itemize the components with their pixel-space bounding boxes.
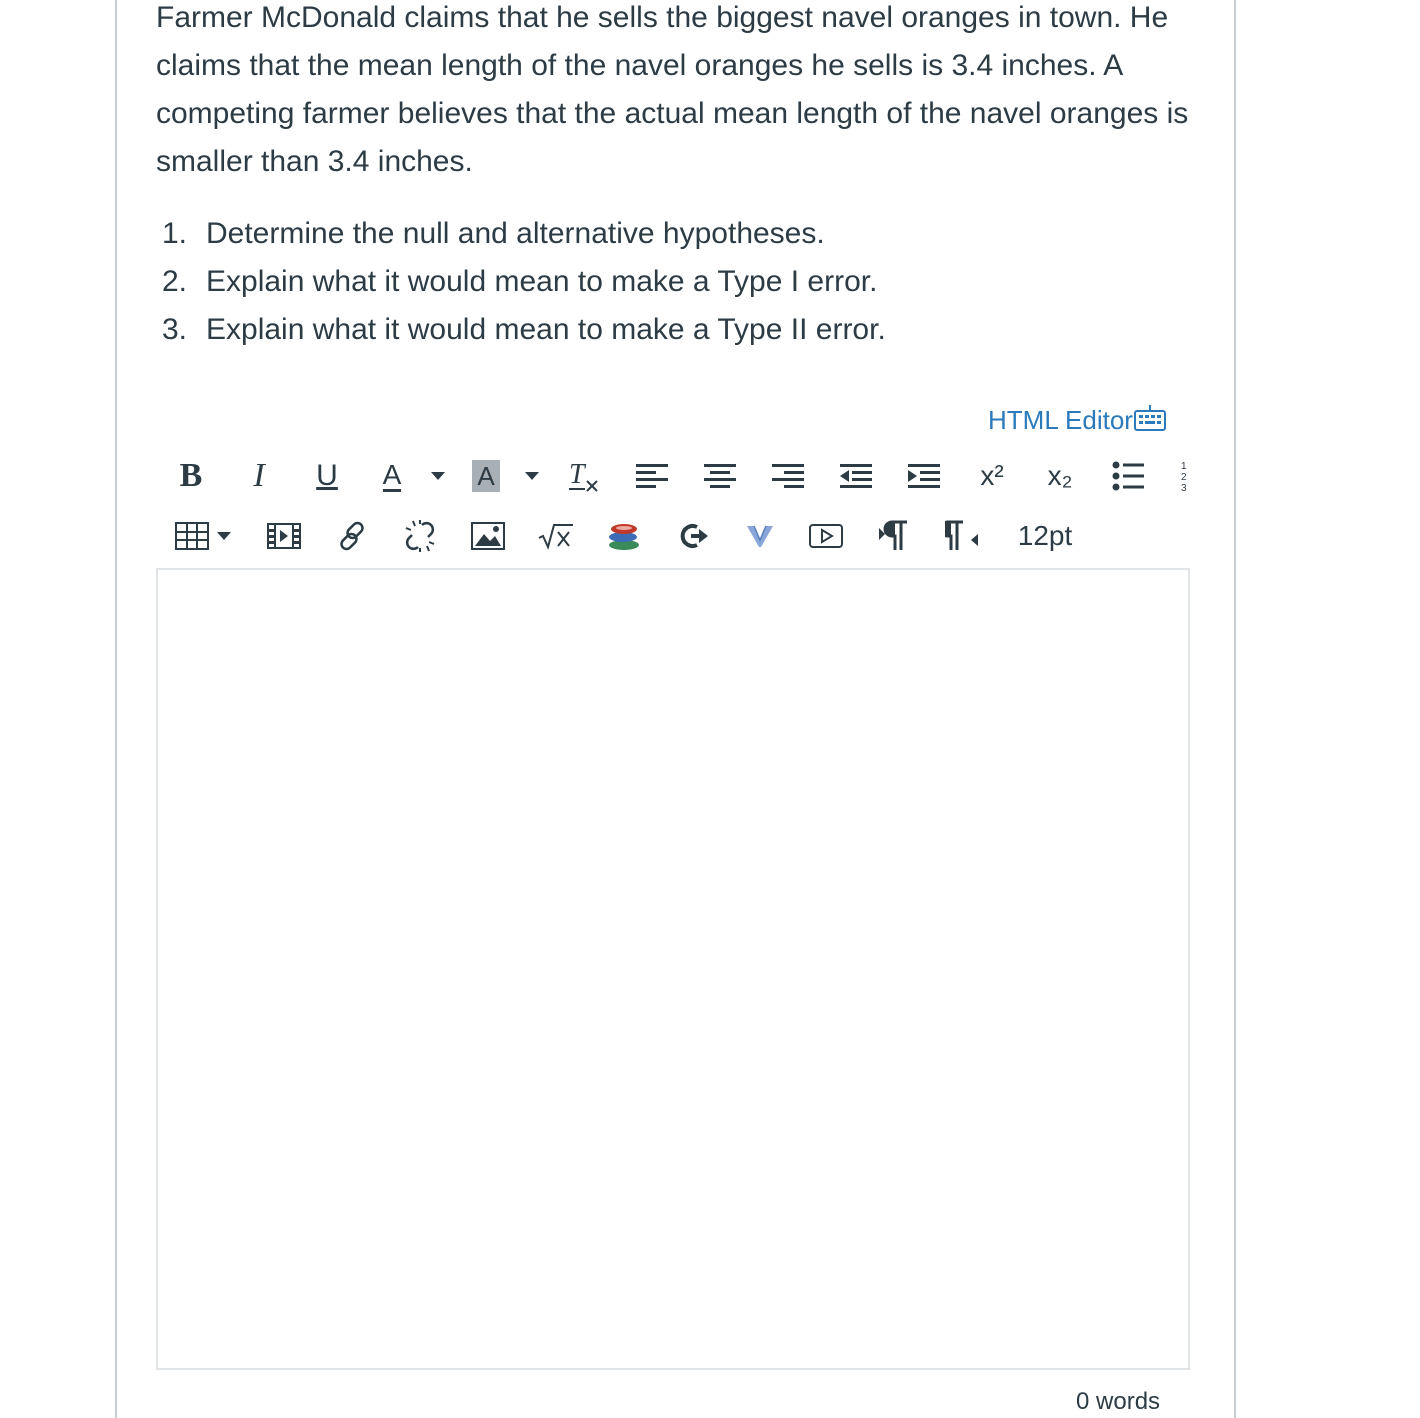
media-button[interactable] <box>266 512 302 560</box>
bullet-list-button[interactable] <box>1110 452 1146 500</box>
indent-icon <box>908 462 940 490</box>
books-icon <box>607 520 641 552</box>
keyboard-icon <box>1133 402 1167 439</box>
unlink-icon <box>403 519 437 553</box>
italic-button[interactable] <box>244 452 274 500</box>
clear-formatting-button[interactable] <box>566 452 602 500</box>
superscript-label: x² <box>980 460 1004 491</box>
books-tool-button[interactable] <box>606 512 642 560</box>
image-button[interactable] <box>470 512 506 560</box>
arrow-right-icon <box>675 521 709 551</box>
underline-button[interactable] <box>312 452 342 500</box>
image-icon <box>471 522 505 550</box>
equation-button[interactable] <box>536 512 576 560</box>
font-size-select[interactable] <box>1012 512 1078 560</box>
superscript-button[interactable] <box>974 452 1010 500</box>
v-logo-icon <box>745 523 775 549</box>
svg-text:1: 1 <box>1181 461 1187 472</box>
list-number: 2. <box>162 265 188 298</box>
remove-link-button[interactable] <box>402 512 438 560</box>
question-list <box>162 210 1202 354</box>
align-left-button[interactable] <box>634 452 670 500</box>
rtl-direction-button[interactable] <box>944 512 980 560</box>
bold-label: B <box>179 457 203 494</box>
table-button[interactable] <box>174 512 210 560</box>
outdent-button[interactable] <box>838 452 874 500</box>
bold-button[interactable] <box>176 452 206 500</box>
question-paragraph: Farmer McDonald claims that he sells the biggest navel oranges in town. He claims that the mean length of the navel oranges he sells is 3.4 inches. A competing farmer believes that the actual mean length of the navel oranges is smaller than 3.4 inches. <box>156 1 1189 178</box>
link-icon <box>335 519 369 553</box>
table-dropdown[interactable] <box>214 512 234 560</box>
align-right-button[interactable] <box>770 452 806 500</box>
rich-text-editor-area[interactable] <box>156 568 1190 1370</box>
video-embed-button[interactable] <box>808 512 844 560</box>
play-icon <box>809 523 843 549</box>
chevron-down-icon <box>525 472 539 480</box>
list-text: Determine the null and alternative hypotheses. <box>206 217 825 250</box>
insert-link-button[interactable] <box>334 512 370 560</box>
redirect-tool-button[interactable] <box>674 512 710 560</box>
italic-label: I <box>253 457 265 494</box>
clear-formatting-icon <box>567 459 601 493</box>
align-center-button[interactable] <box>702 452 738 500</box>
bullet-list-icon <box>1112 461 1144 491</box>
align-center-icon <box>704 462 736 490</box>
list-text: Explain what it would mean to make a Type II error. <box>206 313 886 346</box>
pilcrow-ltr-icon <box>877 520 911 552</box>
table-icon <box>175 522 209 550</box>
text-color-button[interactable] <box>374 452 410 500</box>
list-text: Explain what it would mean to make a Type I error. <box>206 265 878 298</box>
align-left-icon <box>636 462 668 490</box>
font-size-value: 12pt <box>1017 520 1073 551</box>
svg-text:T: T <box>569 459 585 490</box>
text-color-label: A <box>382 458 402 490</box>
film-icon <box>267 523 301 549</box>
list-number: 1. <box>162 217 188 250</box>
square-root-icon <box>537 522 575 550</box>
html-editor-link[interactable] <box>988 402 1167 439</box>
background-color-label: A <box>472 460 499 492</box>
html-editor-label: HTML Editor <box>988 405 1133 435</box>
chevron-down-icon <box>431 472 445 480</box>
ltr-direction-button[interactable] <box>876 512 912 560</box>
list-number: 3. <box>162 313 188 346</box>
subscript-button[interactable] <box>1042 452 1078 500</box>
pilcrow-rtl-icon <box>945 520 979 552</box>
svg-text:2: 2 <box>1181 472 1187 483</box>
outdent-icon <box>840 462 872 490</box>
list-item <box>162 306 1202 354</box>
list-item <box>162 258 1202 306</box>
word-count: 0 words <box>1076 1388 1161 1415</box>
numbered-list-icon <box>1178 459 1190 493</box>
background-color-dropdown[interactable] <box>522 452 542 500</box>
numbered-list-button[interactable] <box>1176 452 1192 500</box>
list-item <box>162 210 1202 258</box>
align-right-icon <box>772 462 804 490</box>
indent-button[interactable] <box>906 452 942 500</box>
chevron-down-icon <box>217 532 231 540</box>
subscript-label: x₂ <box>1047 460 1073 491</box>
vimeo-tool-button[interactable] <box>742 512 778 560</box>
background-color-button[interactable] <box>468 452 504 500</box>
underline-label: U <box>316 459 338 492</box>
text-color-dropdown[interactable] <box>428 452 448 500</box>
svg-text:3: 3 <box>1181 483 1187 493</box>
